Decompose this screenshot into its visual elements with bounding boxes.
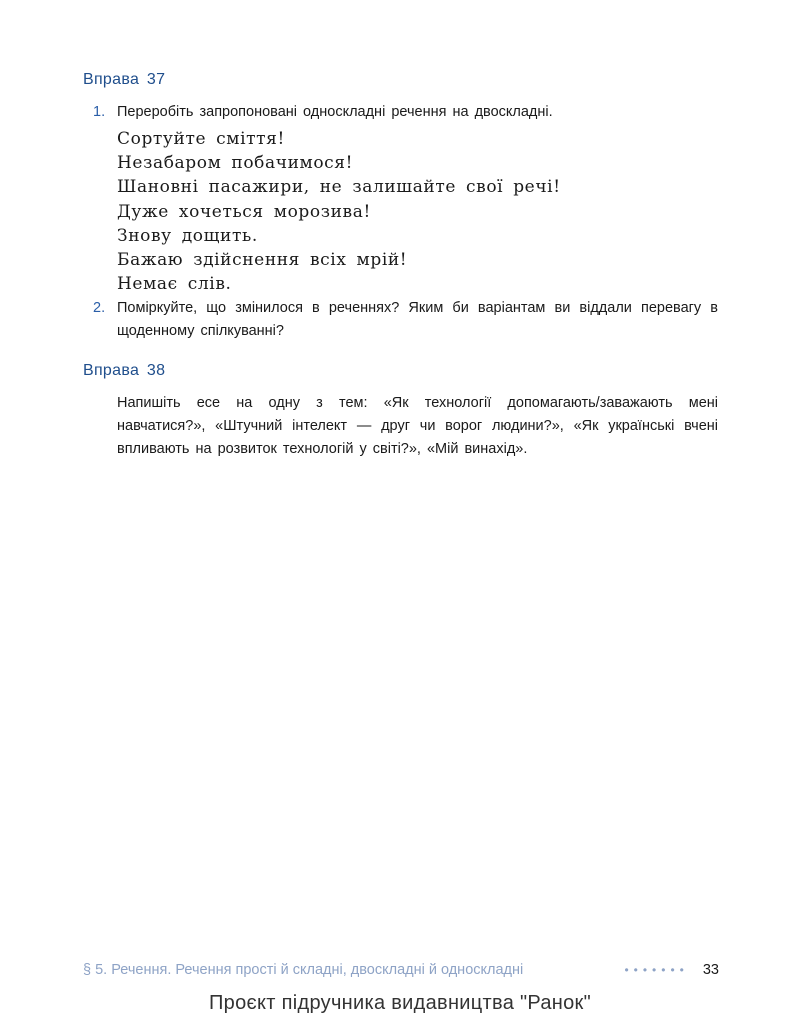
task-text: Поміркуйте, що змінилося в реченнях? Яким би варіантам ви віддали перевагу в щоденному спілкуванні? (117, 300, 718, 339)
task-item-1 (93, 101, 718, 124)
task-number: 2. (93, 300, 106, 316)
sentence: Знову дощить. (117, 225, 258, 246)
task-text: Переробіть запропоновані односкладні речення на двоскладні. (117, 104, 553, 120)
sentence: Дуже хочеться морозива! (117, 201, 371, 222)
essay-task-text: Напишіть есе на одну з тем: «Як технології допомагають/заважають мені навчатися?», «Штучний інтелект — друг чи ворог людини?», «Як українські вчені впливають на розвиток технологій у світі?», «Мій винахід». (117, 395, 718, 457)
footer-section-title: § 5. Речення. Речення прості й складні, двоскладні й односкладні (83, 962, 524, 978)
sentence: Сортуйте сміття! (117, 129, 285, 149)
exercise-37-title: Вправа 37 (83, 71, 166, 88)
sentence-list (117, 127, 561, 296)
sentence: Незабаром побачимося! (117, 153, 354, 174)
sentence: Шановні пасажири, не залишайте свої речі! (117, 177, 561, 198)
task-item-2 (93, 297, 718, 343)
exercise-38-title: Вправа 38 (83, 362, 166, 379)
sentence: Бажаю здійснення всіх мрій! (117, 250, 408, 271)
page-footer (83, 958, 719, 982)
page-number: 33 (702, 962, 719, 978)
sentence: Немає слів. (117, 274, 232, 295)
watermark-text: Проєкт підручника видавництва "Ранок" (208, 992, 591, 1014)
task-number: 1. (93, 104, 106, 120)
footer-dots: ••••••• (624, 963, 689, 977)
